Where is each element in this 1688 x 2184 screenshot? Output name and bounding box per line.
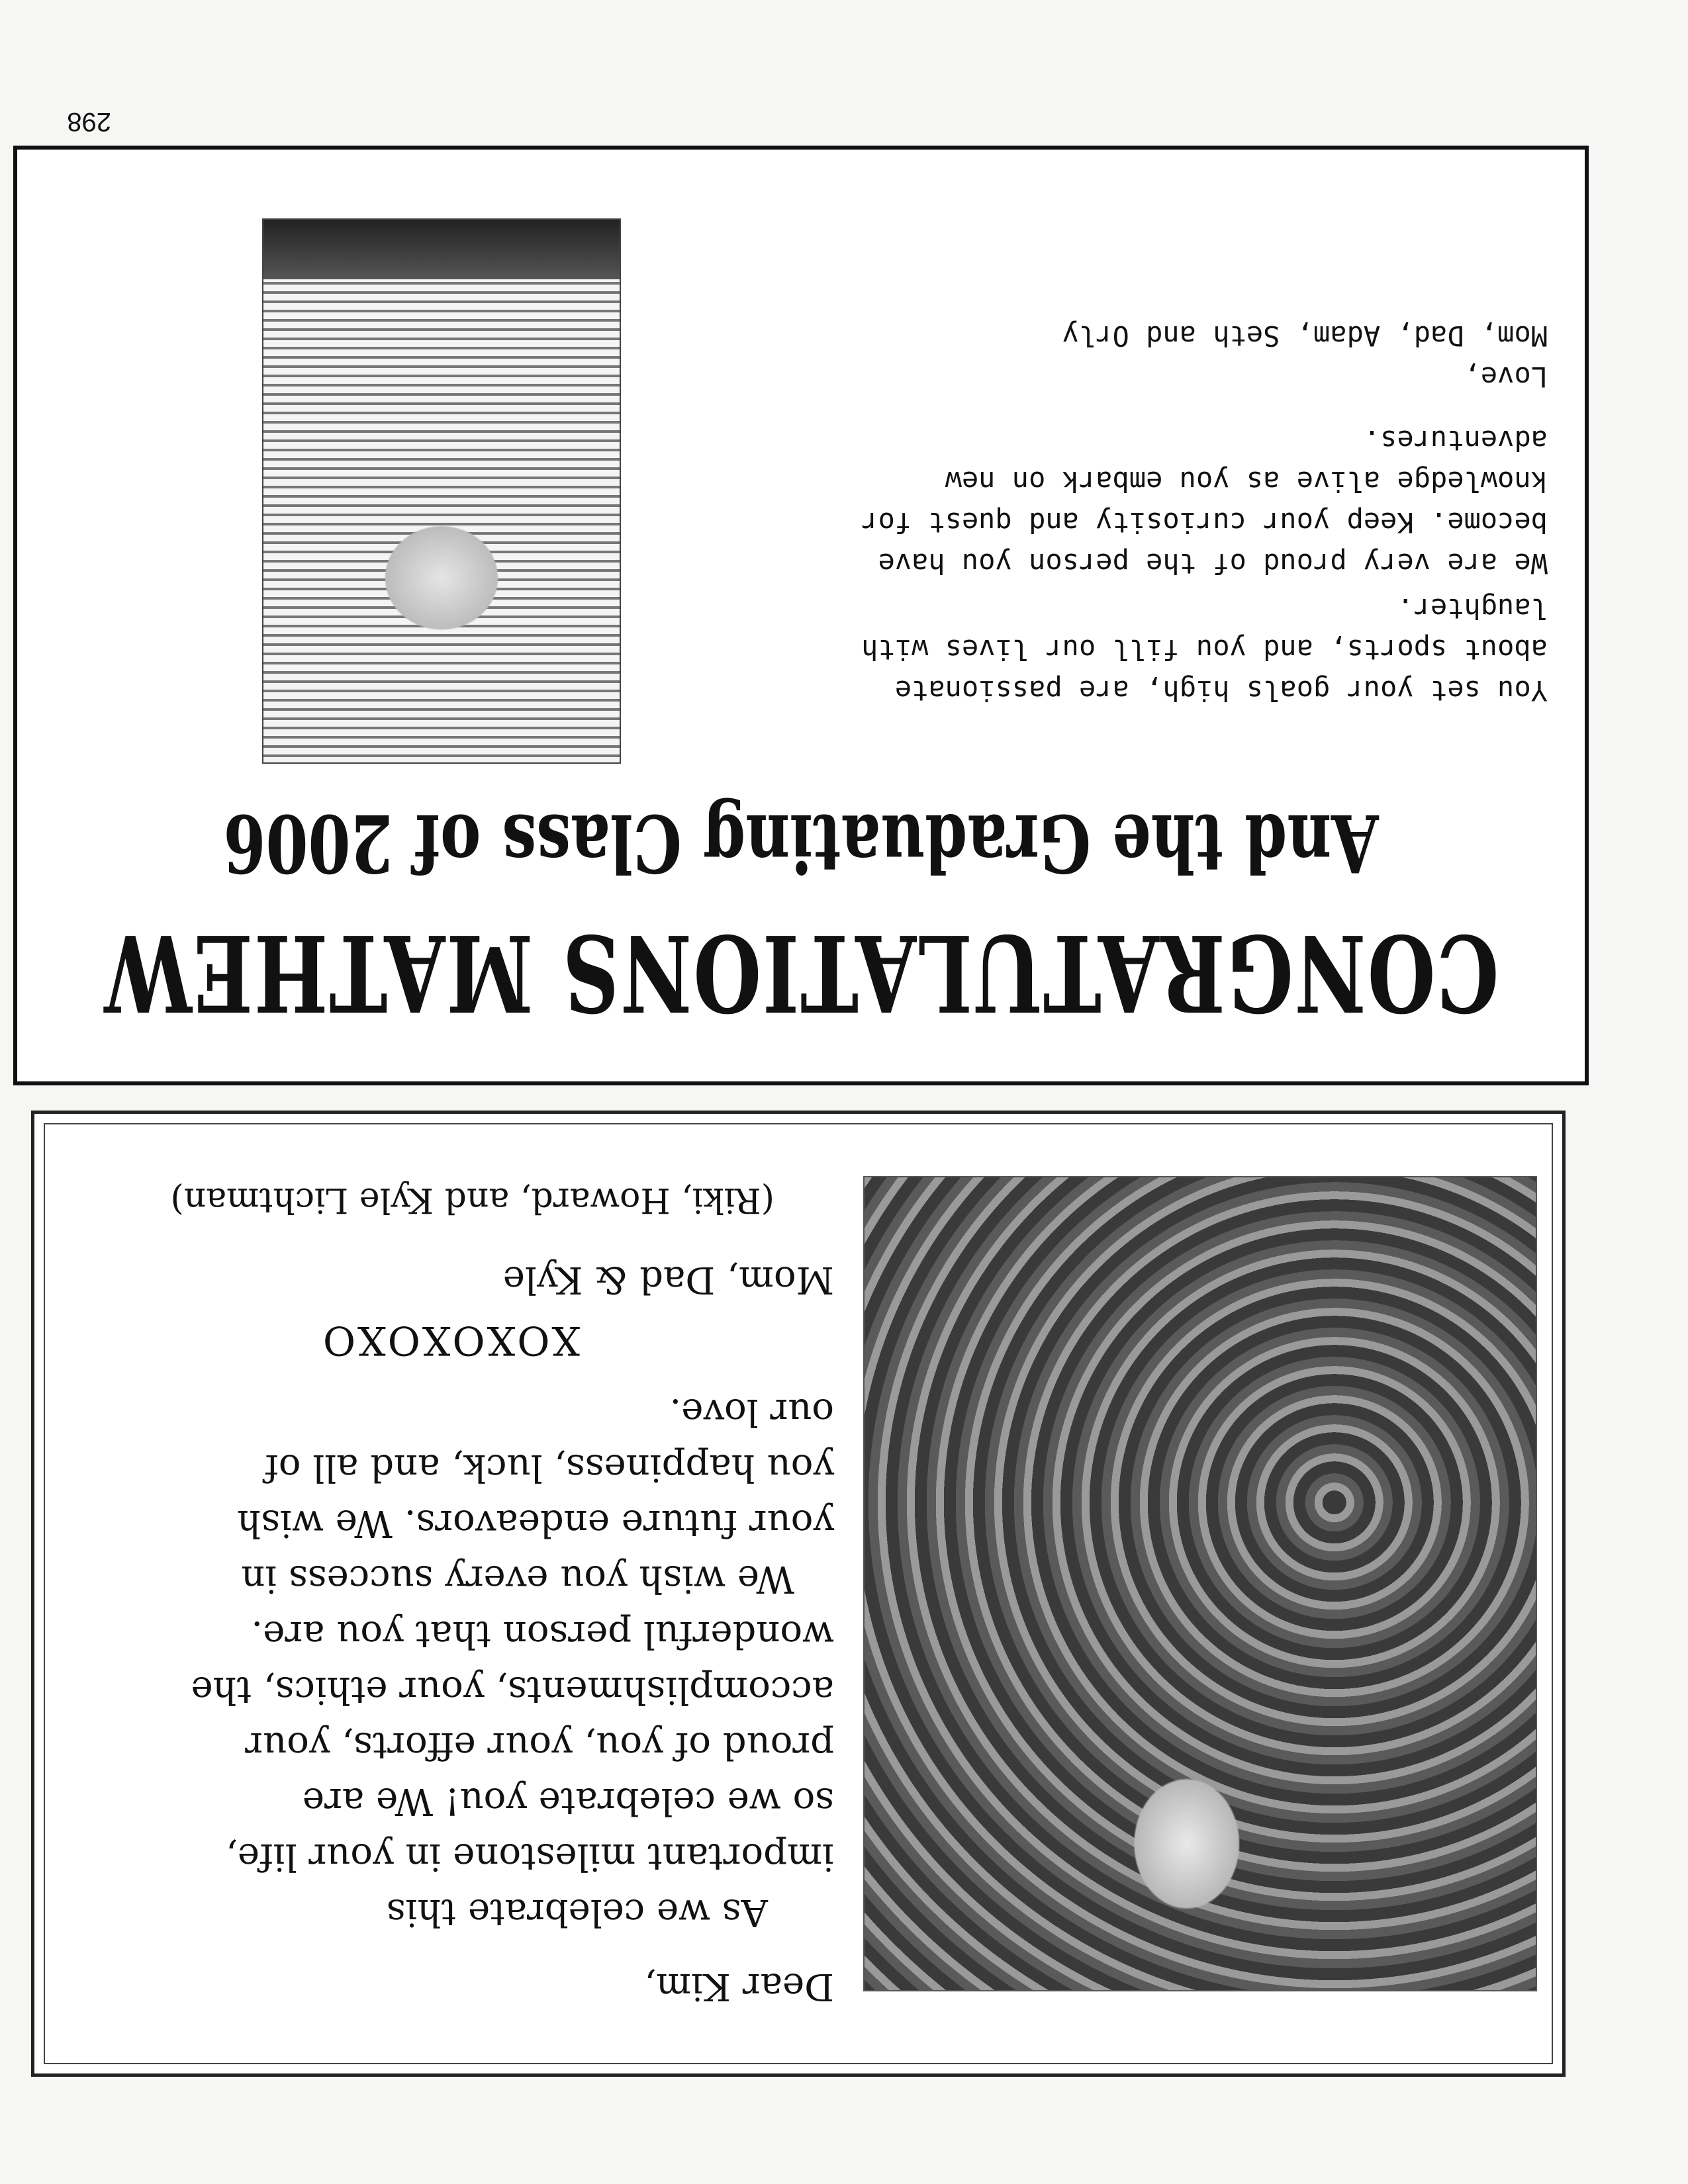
kim-caption: (Riki, Howard, and Kyle Lichtman) <box>170 1180 774 1220</box>
mathew-paragraph-2 <box>674 420 1548 584</box>
kim-line: important milestone in your life, <box>226 1835 834 1878</box>
kim-line: wonderful person that you are. <box>251 1613 834 1656</box>
mathew-message <box>674 315 1548 711</box>
kim-line: We wish you every success in <box>241 1557 794 1600</box>
mathew-title: CONGRATULATIONS MATHEW <box>103 911 1499 1035</box>
mathew-photo <box>262 218 621 764</box>
mathew-line: We are very proud of the person you have <box>878 547 1548 580</box>
kim-message <box>66 1251 834 2014</box>
kim-signature: Mom, Dad & Kyle <box>502 1258 834 1301</box>
kim-greeting: Dear Kim, <box>644 1965 834 2008</box>
mathew-congratulations-ad <box>13 146 1589 1085</box>
kim-line: you happiness, luck, and all of <box>265 1446 834 1489</box>
mathew-line: about sports, and you fill our lives with <box>861 633 1548 666</box>
kim-line: As we celebrate this <box>386 1891 768 1934</box>
kim-body <box>66 1384 834 1940</box>
mathew-subtitle: And the Graduating Class of 2006 <box>223 796 1379 889</box>
kim-line: accomplishments, your ethics, the <box>191 1668 834 1711</box>
kim-line: our love. <box>669 1390 834 1433</box>
kim-line: so we celebrate you! We are <box>302 1780 834 1823</box>
page-number: 298 <box>67 107 111 136</box>
mathew-closing: Love, <box>1464 361 1548 393</box>
kim-photo <box>863 1176 1537 1991</box>
mathew-line: laughter. <box>1397 592 1548 625</box>
kim-line: your future endeavors. We wish <box>237 1502 834 1545</box>
mathew-line: You set your goals high, are passionate <box>894 674 1548 707</box>
mathew-signature: Mom, Dad, Adam, Seth and Orly <box>1062 320 1548 352</box>
mathew-paragraph-1 <box>674 588 1548 711</box>
mathew-line: knowledge alive as you embark on new <box>945 465 1548 498</box>
kim-line: proud of you, your efforts, your <box>245 1724 834 1767</box>
mathew-line: become. Keep your curiosity and quest for <box>861 506 1548 539</box>
photo-shadow-band <box>263 220 620 279</box>
kim-kisses: XOXOXOXO <box>320 1317 581 1363</box>
mathew-line: adventures. <box>1363 424 1548 457</box>
kim-congratulations-ad <box>31 1111 1566 2077</box>
